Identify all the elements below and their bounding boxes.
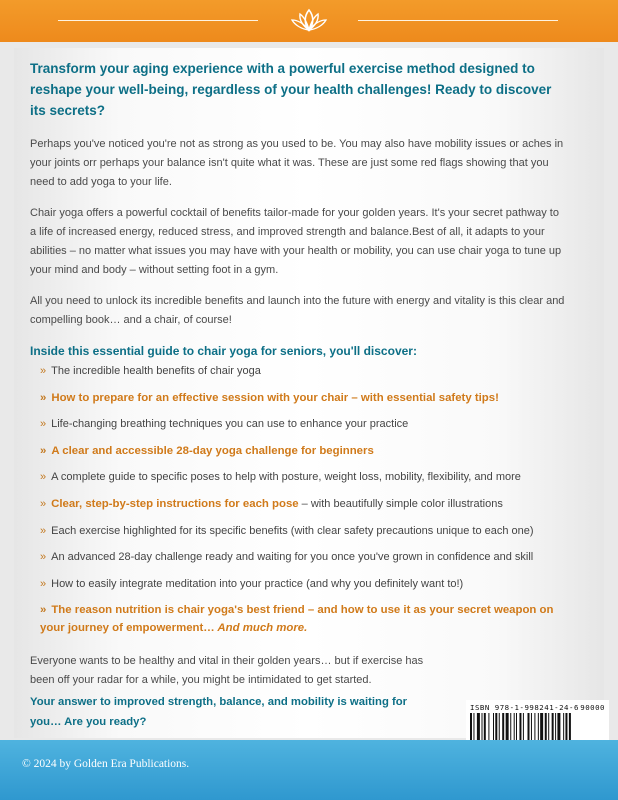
list-item-text: How to easily integrate meditation into your practice (and why you definitely want to!) bbox=[51, 577, 464, 590]
list-item-text: A clear and accessible 28-day yoga challenge for beginners bbox=[51, 444, 374, 457]
benefit-list bbox=[30, 362, 565, 637]
bullet-mark-icon: » bbox=[40, 604, 47, 617]
list-item bbox=[40, 548, 565, 566]
footer-band bbox=[0, 740, 618, 800]
bullet-mark-icon: » bbox=[40, 524, 47, 537]
paragraph-3: All you need to unlock its incredible benefits and launch into the future with energy and vitality is this clear and compelling book… and a chair, of course! bbox=[30, 295, 565, 326]
paragraph-2: Chair yoga offers a powerful cocktail of benefits tailor-made for your golden years. It's your secret pathway to a life of increased energy, reduced stress, and improved strength and balance.Best of all, it adapts to your abilities – no matter what issues you may have with your health or mobility, you can use chair yoga to tune up your mind and body – without setting foot in a gym. bbox=[30, 207, 562, 276]
bullet-mark-icon: » bbox=[40, 365, 47, 377]
bullet-mark-icon: » bbox=[40, 577, 47, 590]
list-item-text: – with beautifully simple color illustrations bbox=[298, 497, 503, 510]
list-item bbox=[40, 575, 565, 593]
bullet-mark-icon: » bbox=[40, 471, 47, 484]
bullet-mark-icon: » bbox=[40, 444, 47, 457]
list-item-emphasis: Clear, step-by-step instructions for each pose bbox=[51, 497, 299, 510]
bullet-mark-icon: » bbox=[40, 391, 47, 404]
list-item-text: An advanced 28-day challenge ready and waiting for you once you've grown in confidence and skill bbox=[51, 551, 534, 564]
paragraph-1: Perhaps you've noticed you're not as strong as you used to be. You may also have mobility issues or aches in your joints orr perhaps your balance isn't quite what it was. These are just some red flags showing that you need to add yoga to your life. bbox=[30, 138, 564, 188]
isbn-number: ISBN 978-1-998241-24-6 bbox=[470, 703, 579, 712]
list-heading: Inside this essential guide to chair yoga for seniors, you'll discover: bbox=[30, 344, 417, 358]
list-item-text: Each exercise highlighted for its specific benefits (with clear safety precautions unique to each one) bbox=[51, 524, 534, 537]
header-divider-right bbox=[358, 20, 558, 21]
call-to-action: Your answer to improved strength, balance, and mobility is waiting for you… Are you ready? bbox=[30, 696, 408, 728]
list-item-text: How to prepare for an effective session with your chair – with essential safety tips! bbox=[51, 391, 499, 404]
bullet-mark-icon: » bbox=[40, 497, 47, 510]
lotus-icon bbox=[289, 8, 329, 34]
list-item bbox=[40, 495, 565, 513]
copyright: © 2024 by Golden Era Publications. bbox=[22, 758, 190, 770]
list-item-text: A complete guide to specific poses to help with posture, weight loss, mobility, flexibility, and more bbox=[51, 471, 521, 484]
closing-paragraph: Everyone wants to be healthy and vital in their golden years… but if exercise has been off your radar for a while, you might be intimidated to get started. bbox=[30, 655, 424, 686]
list-item bbox=[40, 522, 565, 540]
back-cover-content bbox=[30, 58, 565, 646]
price-code: 90000 bbox=[580, 703, 605, 712]
list-item-text: The reason nutrition is chair yoga's best friend – and how to use it as your secret weapon on your journey of empowerment… bbox=[40, 604, 554, 635]
header-divider-left bbox=[58, 20, 258, 21]
bullet-mark-icon: » bbox=[40, 418, 47, 431]
list-item-text: Life-changing breathing techniques you can use to enhance your practice bbox=[51, 418, 409, 431]
isbn-label bbox=[470, 703, 605, 712]
list-item-text: The incredible health benefits of chair yoga bbox=[51, 365, 261, 377]
closing-block bbox=[30, 652, 435, 732]
list-item bbox=[40, 601, 565, 637]
list-item bbox=[40, 415, 565, 433]
list-item-italic: And much more. bbox=[214, 622, 308, 635]
list-item bbox=[40, 362, 565, 380]
intro-heading: Transform your aging experience with a powerful exercise method designed to reshape your well-being, regardless of your health challenges! Ready to discover its secrets? bbox=[30, 61, 552, 118]
list-item bbox=[40, 389, 565, 407]
bullet-mark-icon: » bbox=[40, 551, 47, 564]
list-item bbox=[40, 442, 565, 460]
list-item bbox=[40, 468, 565, 486]
